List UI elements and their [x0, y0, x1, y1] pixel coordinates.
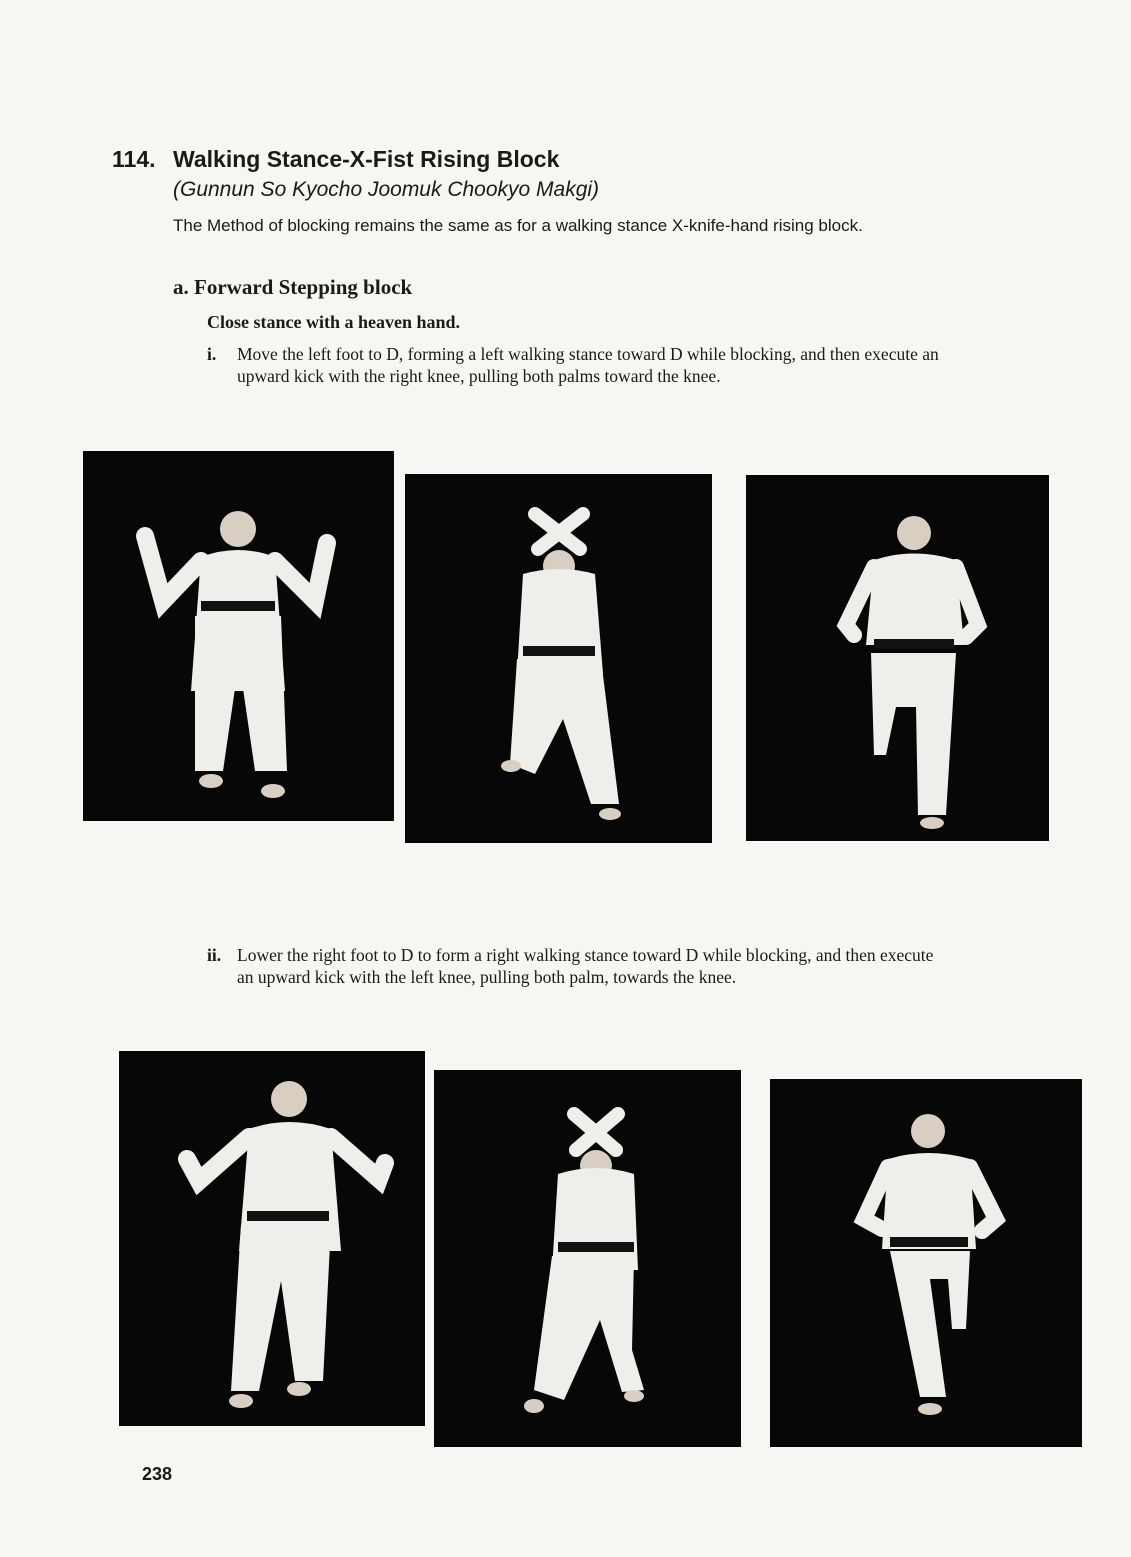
subsection-heading: a. Forward Stepping block — [173, 275, 413, 299]
step-text: Move the left foot to D, forming a left walking stance toward D while blocking, and then execute an upward kick with the right knee, pulling both palms toward the knee. — [237, 344, 939, 386]
photo-step-i-block — [405, 474, 712, 843]
photo-step-ii-knee-kick — [770, 1079, 1082, 1447]
photo-step-ii-block — [434, 1070, 741, 1447]
step-item — [207, 944, 952, 988]
step-item — [207, 343, 952, 387]
step-marker: ii. — [207, 945, 222, 965]
section-title: Walking Stance-X-Fist Rising Block — [173, 146, 560, 172]
step-text: Lower the right foot to D to form a right walking stance toward D while blocking, and then execute an upward kick with the left knee, pulling both palm, towards the knee. — [237, 945, 934, 987]
page-number: 238 — [142, 1464, 173, 1484]
section-number: 114. — [112, 146, 156, 172]
intro-paragraph: The Method of blocking remains the same as for a walking stance X-knife-hand rising block. — [173, 216, 863, 235]
section-subtitle: (Gunnun So Kyocho Joomuk Chookyo Makgi) — [173, 178, 600, 201]
ready-position-text: Close stance with a heaven hand. — [207, 312, 461, 332]
photo-step-i-knee-kick — [746, 475, 1049, 841]
step-marker: i. — [207, 344, 217, 364]
photo-step-ii-ready — [119, 1051, 425, 1426]
photo-step-i-ready — [83, 451, 394, 821]
